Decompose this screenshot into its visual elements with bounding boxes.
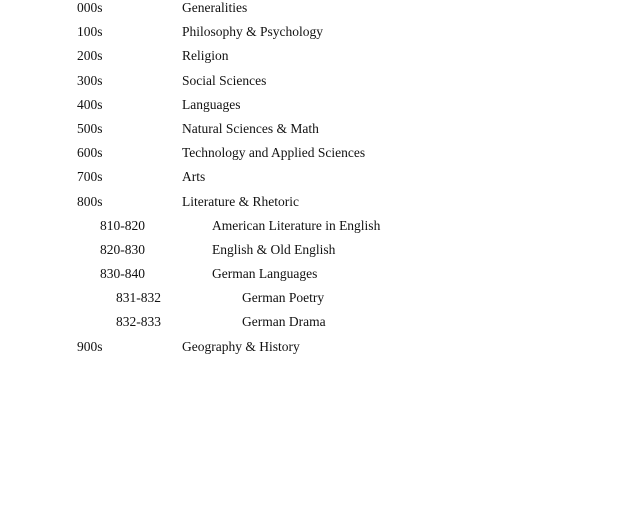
- list-item: [0, 0, 640, 24]
- list-item: [0, 73, 640, 97]
- class-label: Religion: [182, 48, 229, 64]
- class-code: 400s: [77, 96, 103, 112]
- class-label: English & Old English: [212, 241, 336, 257]
- class-label: American Literature in English: [212, 217, 381, 233]
- class-code: 500s: [77, 120, 103, 136]
- class-label: German Drama: [242, 314, 326, 330]
- list-item: [0, 48, 640, 72]
- class-code: 600s: [77, 145, 103, 161]
- list-item: [0, 266, 640, 290]
- class-label: German Languages: [212, 266, 318, 282]
- class-code: 832-833: [116, 314, 161, 330]
- list-item: [0, 194, 640, 218]
- class-label: Languages: [182, 96, 241, 112]
- class-code: 300s: [77, 72, 103, 88]
- class-code: 900s: [77, 338, 103, 354]
- list-item: [0, 314, 640, 338]
- class-code: 000s: [77, 0, 103, 15]
- list-item: [0, 218, 640, 242]
- list-item: [0, 24, 640, 48]
- class-label: Philosophy & Psychology: [182, 24, 324, 40]
- class-code: 700s: [77, 169, 103, 185]
- class-code: 810-820: [100, 217, 145, 233]
- class-label: Generalities: [182, 0, 248, 15]
- class-code: 831-832: [116, 290, 161, 306]
- class-label: Geography & History: [182, 338, 300, 354]
- list-item: [0, 145, 640, 169]
- class-code: 800s: [77, 193, 103, 209]
- class-label: Social Sciences: [182, 72, 267, 88]
- list-item: [0, 97, 640, 121]
- list-item: [0, 339, 640, 363]
- class-label: Technology and Applied Sciences: [182, 145, 366, 161]
- class-label: Literature & Rhetoric: [182, 193, 299, 209]
- list-item: [0, 242, 640, 266]
- class-code: 830-840: [100, 266, 145, 282]
- class-code: 100s: [77, 24, 103, 40]
- list-item: [0, 169, 640, 193]
- class-code: 200s: [77, 48, 103, 64]
- list-item: [0, 121, 640, 145]
- class-label: German Poetry: [242, 290, 325, 306]
- class-label: Natural Sciences & Math: [182, 120, 319, 136]
- class-code: 820-830: [100, 241, 145, 257]
- class-label: Arts: [182, 169, 206, 185]
- list-item: [0, 290, 640, 314]
